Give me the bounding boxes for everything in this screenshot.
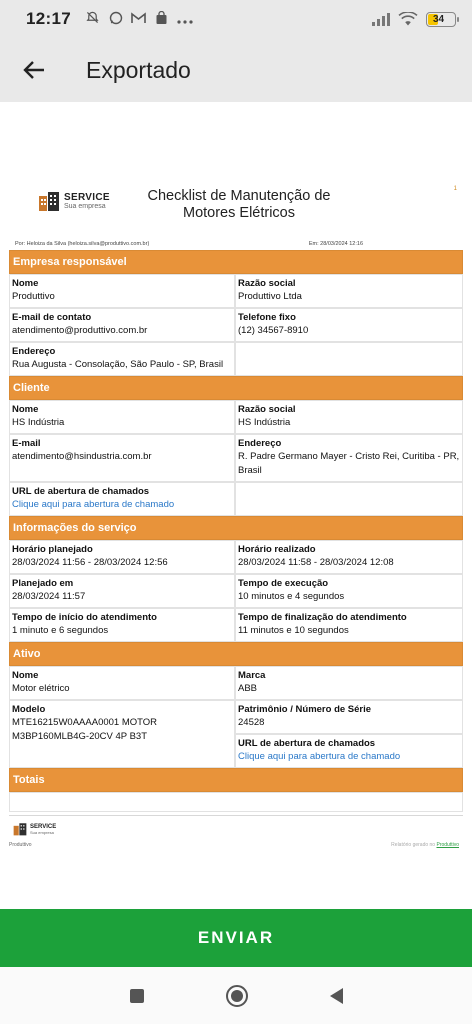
section-cliente xyxy=(9,376,463,516)
battery-level: 34 xyxy=(433,13,445,25)
building-logo-icon xyxy=(38,190,60,212)
section-header: Informações do serviço xyxy=(9,516,463,540)
field-label: Endereço xyxy=(12,346,56,357)
send-button[interactable]: ENVIAR xyxy=(0,909,472,967)
field-nome xyxy=(9,400,235,434)
building-logo-icon xyxy=(13,822,27,836)
recent-apps-icon[interactable] xyxy=(130,989,144,1003)
company-logo xyxy=(38,190,110,212)
field-url-chamados xyxy=(9,482,235,516)
field-razao-social xyxy=(235,400,463,434)
field-patrimonio xyxy=(235,700,463,734)
field-razao-social xyxy=(235,274,463,308)
footer-logo xyxy=(13,822,56,836)
field-url-chamados xyxy=(235,734,463,768)
section-header: Empresa responsável xyxy=(9,250,463,274)
footer-right-text xyxy=(391,842,459,848)
section-header: Totais xyxy=(9,768,463,792)
field-label: Horário realizado xyxy=(238,544,316,555)
field-horario-planejado xyxy=(9,540,235,574)
mute-notification-icon xyxy=(85,11,101,27)
field-value: Produttivo xyxy=(12,291,55,302)
footer-produttivo-link[interactable]: Produttivo xyxy=(436,842,459,848)
field-nome xyxy=(9,274,235,308)
field-value: 10 minutos e 4 segundos xyxy=(238,591,345,602)
section-servico xyxy=(9,516,463,642)
field-nome xyxy=(9,666,235,700)
empty-cell xyxy=(235,482,463,516)
field-value: ABB xyxy=(238,683,258,694)
back-button[interactable] xyxy=(14,50,54,90)
field-label: Nome xyxy=(12,404,39,415)
section-ativo xyxy=(9,642,463,768)
whatsapp-icon xyxy=(108,11,124,28)
section-totais xyxy=(9,768,463,812)
notification-icons xyxy=(85,11,193,28)
field-value: MTE16215W0AAAA0001 MOTOR M3BP160MLB4G-20CV 4P B3T xyxy=(12,717,158,742)
field-label: E-mail xyxy=(12,438,41,449)
field-value: 28/03/2024 11:56 - 28/03/2024 12:56 xyxy=(12,557,168,568)
shopping-bag-icon xyxy=(154,11,170,28)
totals-body xyxy=(9,792,463,812)
field-endereco xyxy=(9,342,235,376)
field-email xyxy=(9,434,235,482)
section-header: Cliente xyxy=(9,376,463,400)
field-label: URL de abertura de chamados xyxy=(12,486,150,497)
field-label: Razão social xyxy=(238,404,296,415)
field-label: Tempo de execução xyxy=(238,578,329,589)
footer-logo-subtitle: Sua empresa xyxy=(30,829,54,835)
field-label: URL de abertura de chamados xyxy=(238,738,376,749)
report-document xyxy=(9,180,463,855)
signal-icon xyxy=(372,12,390,26)
section-header: Ativo xyxy=(9,642,463,666)
field-planejado-em xyxy=(9,574,235,608)
battery-icon xyxy=(426,12,456,27)
field-value: 28/03/2024 11:58 - 28/03/2024 12:08 xyxy=(238,557,394,568)
field-label: Marca xyxy=(238,670,266,681)
open-ticket-link[interactable]: Clique aqui para abertura de chamado xyxy=(238,751,401,762)
field-endereco xyxy=(235,434,463,482)
field-label: Nome xyxy=(12,278,39,289)
open-ticket-link[interactable]: Clique aqui para abertura de chamado xyxy=(12,499,175,510)
report-header xyxy=(9,180,463,238)
field-marca xyxy=(235,666,463,700)
field-label: Nome xyxy=(12,670,39,681)
report-title-line1: Checklist de Manutenção de xyxy=(147,188,331,204)
logo-name: SERVICE xyxy=(64,192,110,203)
report-date: Em: 28/03/2024 12:16 xyxy=(308,241,363,247)
field-value: Produttivo Ltda xyxy=(238,291,302,302)
field-modelo xyxy=(9,700,235,768)
field-value: R. Padre Germano Mayer - Cristo Rei, Curitiba - PR, Brasil xyxy=(238,451,460,476)
system-nav-bar xyxy=(0,967,472,1024)
field-value: HS Indústria xyxy=(12,417,65,428)
status-time: 12:17 xyxy=(26,9,71,28)
field-email xyxy=(9,308,235,342)
field-value: (12) 34567-8910 xyxy=(238,325,309,336)
field-label: E-mail de contato xyxy=(12,312,92,323)
field-value: atendimento@produttivo.com.br xyxy=(12,325,148,336)
section-empresa xyxy=(9,250,463,376)
field-label: Telefone fixo xyxy=(238,312,296,323)
field-telefone xyxy=(235,308,463,342)
page-number: 1 xyxy=(453,186,457,192)
field-tempo-execucao xyxy=(235,574,463,608)
footer-left-text: Produttivo xyxy=(9,842,32,848)
report-title-line2: Motores Elétricos xyxy=(182,205,295,221)
field-label: Razão social xyxy=(238,278,296,289)
field-value: atendimento@hsindustria.com.br xyxy=(12,451,152,462)
page-title: Exportado xyxy=(86,56,191,83)
field-label: Horário planejado xyxy=(12,544,93,555)
field-tempo-finalizacao xyxy=(235,608,463,642)
field-tempo-inicio xyxy=(9,608,235,642)
field-label: Planejado em xyxy=(12,578,74,589)
logo-subtitle: Sua empresa xyxy=(64,203,106,210)
field-value: HS Indústria xyxy=(238,417,291,428)
report-footer xyxy=(9,815,463,855)
field-value: 24528 xyxy=(238,717,265,728)
arrow-left-icon xyxy=(23,60,45,80)
field-label: Patrimônio / Número de Série xyxy=(238,704,372,715)
gmail-icon xyxy=(131,11,147,27)
field-value: Motor elétrico xyxy=(12,683,70,694)
report-author: Por: Heloiza da Silva (heloiza.silva@produttivo.com.br) xyxy=(15,241,150,247)
field-value: 28/03/2024 11:57 xyxy=(12,591,86,602)
field-value: 1 minuto e 6 segundos xyxy=(12,625,109,636)
field-label: Tempo de finalização do atendimento xyxy=(238,612,407,623)
back-triangle-icon[interactable] xyxy=(330,988,343,1004)
empty-cell xyxy=(235,342,463,376)
field-value: Rua Augusta - Consolação, São Paulo - SP, Brasil xyxy=(12,359,224,370)
status-bar xyxy=(0,0,472,38)
field-label: Modelo xyxy=(12,704,46,715)
field-label: Tempo de início do atendimento xyxy=(12,612,157,623)
field-horario-realizado xyxy=(235,540,463,574)
report-title xyxy=(129,188,349,222)
report-meta xyxy=(9,238,463,250)
field-label: Endereço xyxy=(238,438,282,449)
footer-generated-prefix: Relatório gerado no xyxy=(391,842,436,848)
more-icon xyxy=(177,11,193,27)
home-icon[interactable] xyxy=(226,985,248,1007)
field-value: 11 minutos e 10 segundos xyxy=(238,625,349,636)
wifi-icon xyxy=(398,12,418,26)
app-bar xyxy=(0,38,472,102)
footer-logo-name: SERVICE xyxy=(30,823,57,830)
